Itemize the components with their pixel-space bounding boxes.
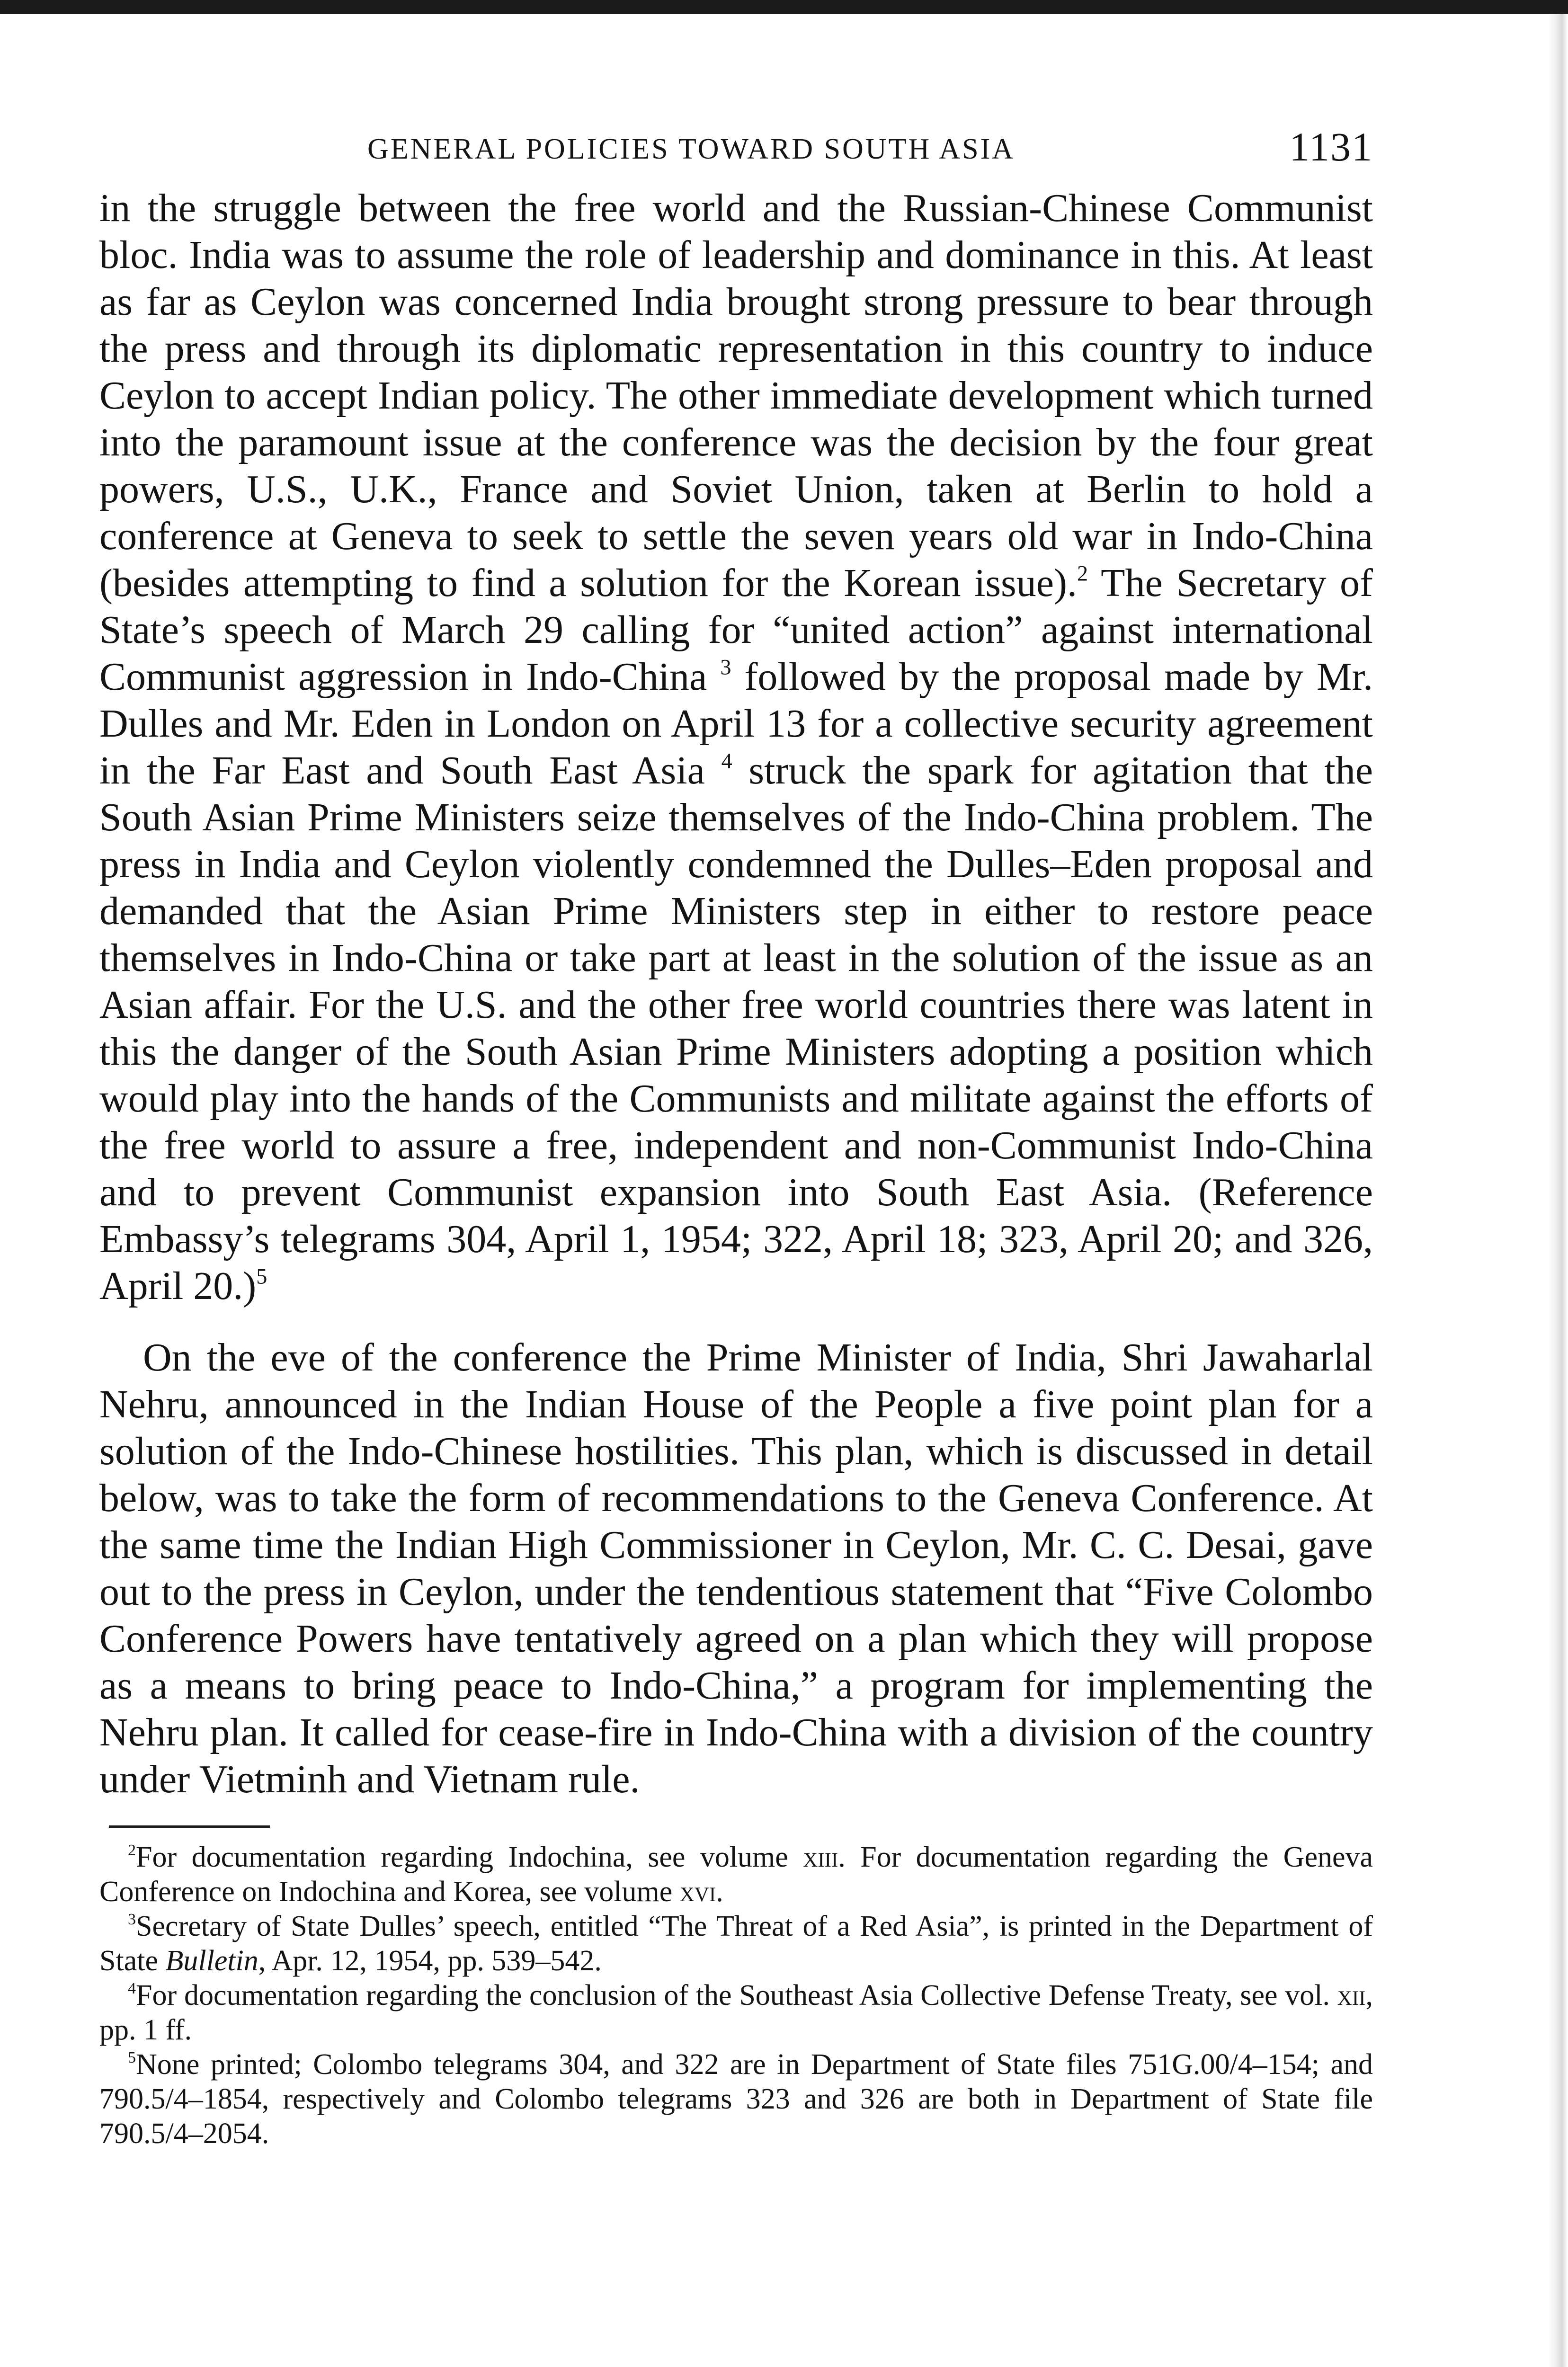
footnote-divider xyxy=(109,1825,270,1828)
paragraph-1-text-a: in the struggle between the free world and the Russian-Chinese Communist bloc. India was to assume the role of leadership and dominance in this. At least as far as Ceylon was concerned India brought strong pressure to bear through the press and through its diplomatic representation in this country to induce Ceylon to accept Indian policy. The other immediate development which turned into the paramount issue at the conference was the decision by the four great powers, U.S., U.K., France and Soviet Union, taken at Berlin to hold a conference at Geneva to seek to settle the seven years old war in Indo-China (besides attempting to find a solution for the Korean issue). xyxy=(99,186,1373,605)
paragraph-1-text-b: The Secretary of State’s speech of March 29 calling for “united action” against international Communist aggression in Indo-China xyxy=(99,561,1373,699)
running-head xyxy=(99,123,1373,185)
footnote-2-text-a: For documentation regarding Indochina, see volume xyxy=(136,1841,803,1873)
footnote-4 xyxy=(99,1978,1373,2047)
document-page xyxy=(99,123,1373,2151)
body-paragraph-1 xyxy=(99,185,1373,1309)
footnote-2-volume-b: xvi xyxy=(679,1876,716,1908)
footnote-2 xyxy=(99,1840,1373,1909)
footnote-3-bulletin: Bulletin xyxy=(165,1945,258,1977)
page-number: 1131 xyxy=(1289,124,1373,169)
body-paragraph-2: On the eve of the conference the Prime Minister of India, Shri Jawaharlal Nehru, announced in the Indian House of the People a five point plan for a solution of the Indo-Chinese hostilities. This plan, which is discussed in detail below, was to take the form of recommendations to the Geneva Conference. At the same time the Indian High Commissioner in Ceylon, Mr. C. C. Desai, gave out to the press in Ceylon, under the tendentious statement that “Five Colombo Conference Powers have tentatively agreed on a plan which they will propose as a means to bring peace to Indo-China,” a program for implementing the Nehru plan. It called for cease-fire in Indo-China with a division of the country under Vietminh and Vietnam rule. xyxy=(99,1335,1373,1801)
footnote-3-text-a: Secretary of State Dulles’ speech, entitled “The Threat of a Red Asia”, is printed in the Department of State xyxy=(99,1910,1373,1977)
footnote-5 xyxy=(99,2047,1373,2151)
footnotes xyxy=(99,1840,1373,2151)
top-edge-shadow xyxy=(0,0,1568,14)
footnote-2-text-c: . xyxy=(716,1876,723,1908)
footnote-mark-4: 4 xyxy=(128,1980,136,1998)
footnote-mark-3: 3 xyxy=(128,1911,136,1929)
footnote-4-text-b: , pp. 1 ff. xyxy=(99,1979,1373,2046)
footnote-2-volume-a: xiii xyxy=(803,1841,838,1873)
footnote-5-text: None printed; Colombo telegrams 304, and 322 are in Department of State files 751G.00/4–154; and 790.5/4–1854, respectively and Colombo telegrams 323 and 326 are both in Department of State file 790.5/4–2054. xyxy=(99,2048,1373,2150)
footnote-4-volume: xii xyxy=(1337,1979,1366,2011)
footnote-3-text-b: , Apr. 12, 1954, pp. 539–542. xyxy=(258,1945,602,1977)
footnote-mark-2: 2 xyxy=(128,1842,136,1860)
footnote-ref-3: 3 xyxy=(720,655,731,679)
paragraph-1-text-d: struck the spark for agitation that the South Asian Prime Ministers seize themselves of the Indo-China problem. The press in India and Ceylon violently condemned the Dulles–Eden proposal and demanded that the Asian Prime Ministers step in either to restore peace themselves in Indo-China or take part at least in the solution of the issue as an Asian affair. For the U.S. and the other free world countries there was latent in this the danger of the South Asian Prime Ministers adopting a position which would play into the hands of the Communists and militate against the efforts of the free world to assure a free, independent and non-Communist Indo-China and to prevent Communist expansion into South East Asia. (Reference Embassy’s telegrams 304, April 1, 1954; 322, April 18; 323, April 20; and 326, April 20.) xyxy=(99,748,1373,1308)
paragraph-1-text-c: followed by the proposal made by Mr. Dulles and Mr. Eden in London on April 13 for a collective security agreement in the Far East and South East Asia xyxy=(99,655,1373,792)
footnote-3 xyxy=(99,1909,1373,1978)
footnote-ref-4: 4 xyxy=(721,748,732,773)
footnote-ref-5: 5 xyxy=(256,1264,267,1289)
running-title: GENERAL POLICIES TOWARD SOUTH ASIA xyxy=(367,133,1016,165)
footnote-4-text-a: For documentation regarding the conclusion of the Southeast Asia Collective Defense Treaty, see vol. xyxy=(136,1979,1337,2011)
right-edge-shadow xyxy=(1548,14,1568,2367)
footnote-ref-2: 2 xyxy=(1077,561,1088,586)
footnote-2-text-b: . For documentation regarding the Geneva Conference on Indochina and Korea, see volume xyxy=(99,1841,1373,1908)
footnote-mark-5: 5 xyxy=(128,2049,136,2067)
